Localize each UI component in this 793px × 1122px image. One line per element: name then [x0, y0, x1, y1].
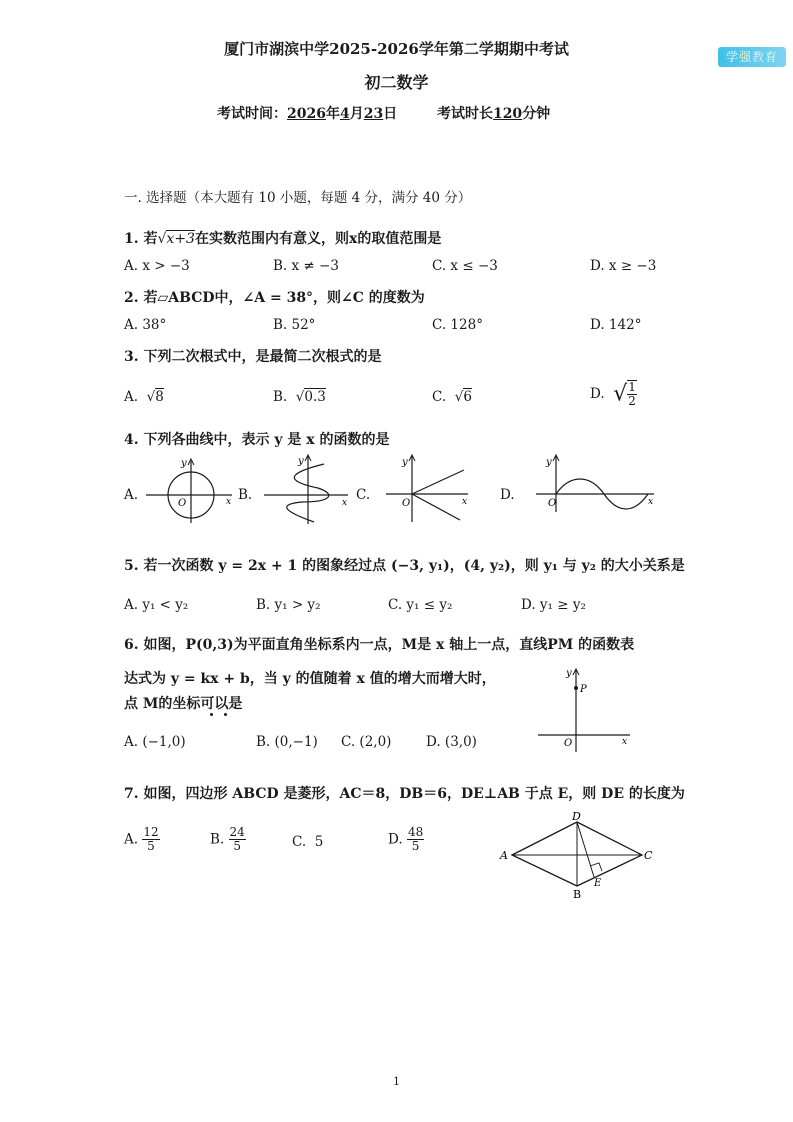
- q7-option-a[interactable]: [124, 826, 160, 853]
- q3-option-a[interactable]: A. √8: [124, 389, 164, 405]
- q4a-y-label: y: [181, 458, 187, 469]
- q7-label-e: E: [594, 878, 602, 889]
- q7-option-b[interactable]: [210, 826, 246, 853]
- q6-figure: [536, 664, 636, 754]
- q6-y-label: y: [566, 668, 572, 679]
- q4b-x-label: x: [342, 498, 348, 508]
- exam-info: [217, 103, 550, 123]
- exam-time-label: 考试时间：: [217, 106, 287, 122]
- q7-label-d: D: [572, 810, 581, 823]
- month-char: 月: [349, 106, 364, 122]
- logo-char-4: 育: [765, 50, 779, 64]
- q2-number: 2.: [124, 290, 139, 306]
- logo-char-3: 教: [752, 50, 766, 64]
- q2-option-d[interactable]: D. 142°: [590, 317, 642, 333]
- emphasis-dot-2: [224, 713, 227, 716]
- q7-c-value: 5: [314, 834, 324, 850]
- question-6-line2: 达式为 y = kx + b，当 y 的值随着 x 值的增大而增大时，: [124, 671, 496, 687]
- question-2: [124, 287, 425, 307]
- q1-option-b[interactable]: B. x ≠ −3: [273, 258, 339, 274]
- q7-b-num: 24: [229, 825, 245, 839]
- q7-option-c[interactable]: [292, 834, 323, 850]
- page-number: 1: [393, 1075, 400, 1088]
- q3-c-radicand: 6: [463, 389, 472, 405]
- q6-option-b[interactable]: B. (0,−1): [256, 734, 318, 750]
- q7-text: 如图，四边形 ABCD 是菱形，AC＝8，DB＝6，DE⊥AB 于点 E，则 DE 的长度为: [143, 786, 685, 802]
- q7-label-b: B: [573, 888, 582, 900]
- q7-d-num: 48: [407, 825, 424, 839]
- q4-graph-c: [382, 452, 472, 524]
- q4-option-c[interactable]: C.: [356, 487, 371, 503]
- question-7: [124, 783, 685, 803]
- subject-title: 初二数学: [364, 73, 429, 92]
- q1-option-a[interactable]: A. x > −3: [124, 258, 190, 274]
- exam-year: 2026: [287, 106, 326, 122]
- q4-option-a[interactable]: A.: [124, 487, 139, 503]
- q2-text: 若▱ABCD中，∠A = 38°，则∠C 的度数为: [143, 290, 425, 306]
- q1-sqrt: √x+3: [157, 231, 195, 247]
- q7-b-den: 5: [233, 839, 241, 853]
- duration-value: 120: [492, 106, 523, 122]
- q4-graph-a: [144, 455, 236, 525]
- q7-a-label: A.: [124, 831, 139, 848]
- q5-option-b[interactable]: B. y₁ > y₂: [256, 597, 321, 613]
- school-title: 厦门市湖滨中学2025-2026学年第二学期期中考试: [224, 40, 569, 58]
- q6-option-a[interactable]: A. (−1,0): [124, 734, 186, 750]
- q1-option-d[interactable]: D. x ≥ −3: [590, 258, 657, 274]
- q3-d-denominator: 2: [628, 394, 636, 408]
- emphasis-dot-1: [210, 713, 213, 716]
- q4a-x-label: x: [226, 497, 232, 507]
- q3-option-b[interactable]: B. √0.3: [273, 389, 326, 405]
- question-6-line3: 点 M的坐标可以是: [124, 696, 243, 712]
- q4c-y-label: y: [402, 457, 408, 468]
- q4c-origin: O: [402, 498, 411, 509]
- q7-d-fraction: [407, 826, 424, 853]
- q5-option-d[interactable]: D. y₁ ≥ y₂: [521, 597, 586, 613]
- q6-x-label: x: [622, 737, 628, 747]
- year-char: 年: [325, 106, 340, 122]
- q5-option-c[interactable]: C. y₁ ≤ y₂: [388, 597, 453, 613]
- duration-label: 考试时长: [436, 106, 493, 122]
- q4-option-d[interactable]: D.: [500, 487, 515, 503]
- duration-unit: 分钟: [522, 106, 551, 122]
- q5-text: 若一次函数 y = 2x + 1 的图象经过点 (−3, y₁)，(4, y₂)，则 y₁ 与 y₂ 的大小关系是: [143, 558, 685, 574]
- q1-number: 1.: [124, 231, 139, 247]
- q6-origin: O: [564, 738, 573, 749]
- logo-char-2: 强: [738, 50, 752, 64]
- q4d-origin: O: [548, 498, 557, 509]
- q1-radicand: x+3: [166, 231, 195, 247]
- q6-number: 6.: [124, 637, 139, 653]
- q3-b-radicand: 0.3: [304, 389, 326, 405]
- q7-b-fraction: [229, 826, 246, 853]
- q7-segment-de: [577, 822, 594, 877]
- q4c-line-up: [412, 470, 464, 494]
- exam-month: 4: [339, 106, 350, 122]
- q6-option-d[interactable]: D. (3,0): [426, 734, 477, 750]
- q4c-line-down: [412, 494, 460, 520]
- q4-number: 4.: [124, 432, 139, 448]
- q7-rhombus-figure: [496, 810, 664, 900]
- q7-d-den: 5: [411, 839, 420, 853]
- section-heading: 一. 选择题（本大题有 10 小题，每题 4 分，满分 40 分）: [124, 190, 472, 206]
- q4c-x-label: x: [462, 497, 468, 507]
- q7-number: 7.: [124, 786, 139, 802]
- q6-text-line1: 如图，P(0,3)为平面直角坐标系内一点，M是 x 轴上一点，直线PM 的函数表: [143, 637, 635, 653]
- exam-day: 23: [363, 106, 384, 122]
- q7-a-den: 5: [147, 839, 155, 853]
- q2-option-b[interactable]: B. 52°: [273, 317, 316, 333]
- q1-post: 在实数范围内有意义，则x的取值范围是: [194, 231, 442, 247]
- q1-option-c[interactable]: C. x ≤ −3: [432, 258, 498, 274]
- question-4: [124, 429, 389, 449]
- q2-option-a[interactable]: A. 38°: [124, 317, 167, 333]
- question-1: [124, 228, 441, 248]
- q4a-origin: O: [178, 498, 187, 509]
- q6-point-p: [574, 686, 578, 690]
- question-3: [124, 346, 382, 366]
- q3-text: 下列二次根式中，是最简二次根式的是: [143, 349, 382, 365]
- q7-b-label: B.: [210, 831, 225, 848]
- q3-d-numerator: 1: [628, 380, 636, 394]
- q3-a-radicand: 8: [155, 389, 164, 405]
- q4-graph-d: [534, 452, 659, 514]
- q6-option-c[interactable]: C. (2,0): [341, 734, 392, 750]
- q3-number: 3.: [124, 349, 139, 365]
- q7-label-c: C: [644, 849, 653, 862]
- q7-a-num: 12: [143, 825, 159, 839]
- q3-a-label: A.: [124, 389, 139, 405]
- q4d-y-label: y: [546, 457, 552, 468]
- q1-pre: 若: [143, 231, 158, 247]
- q6-p-label: P: [580, 684, 587, 695]
- q5-option-a[interactable]: A. y₁ < y₂: [124, 597, 189, 613]
- q4b-y-label: y: [298, 456, 304, 467]
- q3-option-c[interactable]: C. √6: [432, 389, 472, 405]
- q7-option-d[interactable]: [388, 826, 424, 853]
- q7-label-a: A: [500, 849, 508, 862]
- q3-d-fraction: [627, 380, 637, 408]
- logo-char-1: 学: [725, 50, 739, 64]
- q7-a-fraction: [142, 826, 159, 853]
- q7-d-label: D.: [388, 831, 403, 848]
- q7-c-label: C.: [292, 834, 307, 850]
- q4-graph-b: [262, 450, 352, 525]
- q2-option-c[interactable]: C. 128°: [432, 317, 483, 333]
- day-char: 日: [383, 106, 398, 122]
- question-6-line1: [124, 634, 634, 654]
- q5-number: 5.: [124, 558, 139, 574]
- q4-text: 下列各曲线中，表示 y 是 x 的函数的是: [143, 432, 390, 448]
- question-5: [124, 555, 685, 575]
- q4-option-b[interactable]: B.: [238, 487, 253, 503]
- q3-option-d[interactable]: D. √ $\frac{1}{2}$: [590, 380, 636, 408]
- q3-d-label: D.: [590, 386, 605, 402]
- q3-c-label: C.: [432, 389, 447, 405]
- q3-b-label: B.: [273, 389, 288, 405]
- q4d-x-label: x: [648, 497, 654, 507]
